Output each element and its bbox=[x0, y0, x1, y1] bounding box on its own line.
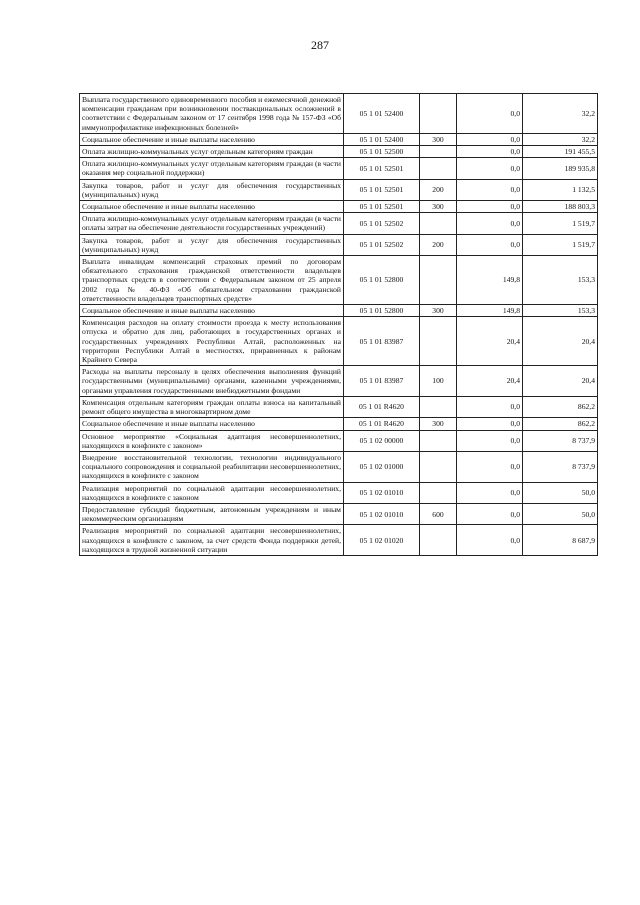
row-name: Расходы на выплаты персоналу в целях обеспечения выполнения функций государственными (муниципальными) органами, казенными учреждениями, органами управления государственными внебюджетными фондами bbox=[80, 366, 344, 397]
row-value-2: 50,0 bbox=[523, 503, 598, 524]
row-value-1: 0,0 bbox=[457, 430, 523, 451]
row-value-1: 20,4 bbox=[457, 366, 523, 397]
row-name: Оплата жилищно-коммунальных услуг отдельным категориям граждан (в части оплаты затрат на обеспечение деятельности государственных учреждений) bbox=[80, 213, 344, 234]
row-code: 05 1 02 01020 bbox=[344, 525, 420, 556]
row-code: 05 1 01 52502 bbox=[344, 213, 420, 234]
table-row bbox=[80, 366, 598, 397]
row-code: 05 1 01 52400 bbox=[344, 133, 420, 145]
row-name: Реализация мероприятий по социальной адаптации несовершеннолетних, находящихся в конфликте с законом bbox=[80, 482, 344, 503]
row-code: 05 1 02 01010 bbox=[344, 503, 420, 524]
row-name: Оплата жилищно-коммунальных услуг отдельным категориям граждан (в части оказания мер социальной поддержки) bbox=[80, 158, 344, 179]
row-value-2: 20,4 bbox=[523, 366, 598, 397]
row-value-2: 188 803,3 bbox=[523, 201, 598, 213]
row-code: 05 1 01 R4620 bbox=[344, 396, 420, 417]
table-row bbox=[80, 213, 598, 234]
row-value-1: 0,0 bbox=[457, 418, 523, 430]
row-expense-type bbox=[420, 146, 457, 158]
row-value-1: 0,0 bbox=[457, 146, 523, 158]
table-row bbox=[80, 396, 598, 417]
row-value-1: 20,4 bbox=[457, 317, 523, 366]
row-name: Компенсация отдельным категориям граждан оплаты взноса на капитальный ремонт общего имущества в многоквартирном доме bbox=[80, 396, 344, 417]
row-code: 05 1 02 00000 bbox=[344, 430, 420, 451]
row-value-2: 8 687,9 bbox=[523, 525, 598, 556]
row-expense-type bbox=[420, 213, 457, 234]
table-row bbox=[80, 234, 598, 255]
row-value-2: 153,3 bbox=[523, 305, 598, 317]
row-name: Предоставление субсидий бюджетным, автономным учреждениям и иным некоммерческим организациям bbox=[80, 503, 344, 524]
row-name: Социальное обеспечение и иные выплаты населению bbox=[80, 201, 344, 213]
row-expense-type: 300 bbox=[420, 418, 457, 430]
row-value-1: 149,8 bbox=[457, 256, 523, 305]
row-code: 05 1 01 52501 bbox=[344, 201, 420, 213]
row-value-2: 32,2 bbox=[523, 133, 598, 145]
row-value-1: 0,0 bbox=[457, 213, 523, 234]
table-row bbox=[80, 201, 598, 213]
row-value-2: 1 519,7 bbox=[523, 234, 598, 255]
row-name: Выплата инвалидам компенсаций страховых премий по договорам обязательного страхования гражданской ответственности владельцев транспортных средств в соответствии с Федеральным законом от 25 апреля 2002 года № 40-ФЗ «Об обязательном страховании гражданской ответственности владельцев транспортных средств» bbox=[80, 256, 344, 305]
row-code: 05 1 01 52800 bbox=[344, 256, 420, 305]
row-value-1: 149,8 bbox=[457, 305, 523, 317]
row-code: 05 1 01 52400 bbox=[344, 94, 420, 134]
table-row bbox=[80, 525, 598, 556]
row-value-2: 32,2 bbox=[523, 94, 598, 134]
row-value-1: 0,0 bbox=[457, 451, 523, 482]
row-code: 05 1 02 01010 bbox=[344, 482, 420, 503]
row-code: 05 1 01 R4620 bbox=[344, 418, 420, 430]
row-expense-type: 600 bbox=[420, 503, 457, 524]
row-expense-type bbox=[420, 430, 457, 451]
row-value-1: 0,0 bbox=[457, 158, 523, 179]
row-value-1: 0,0 bbox=[457, 396, 523, 417]
row-code: 05 1 01 52502 bbox=[344, 234, 420, 255]
row-expense-type: 300 bbox=[420, 201, 457, 213]
row-expense-type: 200 bbox=[420, 179, 457, 200]
row-expense-type bbox=[420, 158, 457, 179]
row-code: 05 1 01 52500 bbox=[344, 146, 420, 158]
budget-table bbox=[79, 93, 598, 556]
row-value-2: 20,4 bbox=[523, 317, 598, 366]
row-name: Закупка товаров, работ и услуг для обеспечения государственных (муниципальных) нужд bbox=[80, 234, 344, 255]
row-expense-type bbox=[420, 317, 457, 366]
row-value-1: 0,0 bbox=[457, 201, 523, 213]
row-code: 05 1 01 52800 bbox=[344, 305, 420, 317]
row-expense-type bbox=[420, 94, 457, 134]
row-expense-type: 300 bbox=[420, 305, 457, 317]
row-value-1: 0,0 bbox=[457, 234, 523, 255]
row-expense-type: 200 bbox=[420, 234, 457, 255]
row-code: 05 1 01 52501 bbox=[344, 179, 420, 200]
row-value-1: 0,0 bbox=[457, 179, 523, 200]
row-expense-type bbox=[420, 256, 457, 305]
row-expense-type bbox=[420, 396, 457, 417]
row-expense-type: 300 bbox=[420, 133, 457, 145]
table-row bbox=[80, 146, 598, 158]
table-row bbox=[80, 317, 598, 366]
row-name: Выплата государственного единовременного пособия и ежемесячной денежной компенсации гражданам при возникновении поствакцинальных осложнений в соответствии с Федеральным законом от 17 сентября 1998 года № 157-ФЗ «Об иммунопрофилактике инфекционных болезней» bbox=[80, 94, 344, 134]
row-value-2: 153,3 bbox=[523, 256, 598, 305]
row-name: Оплата жилищно-коммунальных услуг отдельным категориям граждан bbox=[80, 146, 344, 158]
table-row bbox=[80, 430, 598, 451]
table-row bbox=[80, 256, 598, 305]
row-code: 05 1 01 83987 bbox=[344, 366, 420, 397]
page-number: 287 bbox=[311, 38, 329, 52]
row-value-2: 862,2 bbox=[523, 418, 598, 430]
row-name: Компенсация расходов на оплату стоимости проезда к месту использования отпуска и обратно для лиц, работающих в государственных органах и государственных учреждениях Республики Алтай, расположенных на территории Республики Алтай в местностях, приравненных к районам Крайнего Севера bbox=[80, 317, 344, 366]
table-row bbox=[80, 133, 598, 145]
row-expense-type bbox=[420, 525, 457, 556]
row-value-2: 1 519,7 bbox=[523, 213, 598, 234]
row-expense-type bbox=[420, 451, 457, 482]
row-value-2: 862,2 bbox=[523, 396, 598, 417]
budget-table-body bbox=[80, 94, 598, 556]
row-expense-type bbox=[420, 482, 457, 503]
row-name: Социальное обеспечение и иные выплаты населению bbox=[80, 418, 344, 430]
row-value-1: 0,0 bbox=[457, 94, 523, 134]
row-value-2: 8 737,9 bbox=[523, 430, 598, 451]
row-name: Социальное обеспечение и иные выплаты населению bbox=[80, 133, 344, 145]
row-value-1: 0,0 bbox=[457, 503, 523, 524]
row-expense-type: 100 bbox=[420, 366, 457, 397]
row-value-1: 0,0 bbox=[457, 482, 523, 503]
table-row bbox=[80, 305, 598, 317]
row-value-1: 0,0 bbox=[457, 525, 523, 556]
table-row bbox=[80, 179, 598, 200]
row-value-2: 1 132,5 bbox=[523, 179, 598, 200]
row-name: Основное мероприятие «Социальная адаптация несовершеннолетних, находящихся в конфликте с законом» bbox=[80, 430, 344, 451]
table-row bbox=[80, 158, 598, 179]
row-value-1: 0,0 bbox=[457, 133, 523, 145]
row-code: 05 1 01 83987 bbox=[344, 317, 420, 366]
row-code: 05 1 01 52501 bbox=[344, 158, 420, 179]
row-value-2: 50,0 bbox=[523, 482, 598, 503]
row-name: Внедрение восстановительной технологии, технологии индивидуального социального сопровождения и социальной реабилитации несовершеннолетних, находящихся в конфликте с законом bbox=[80, 451, 344, 482]
row-value-2: 189 935,8 bbox=[523, 158, 598, 179]
table-row bbox=[80, 418, 598, 430]
row-value-2: 8 737,9 bbox=[523, 451, 598, 482]
table-row bbox=[80, 482, 598, 503]
table-row bbox=[80, 94, 598, 134]
table-row bbox=[80, 451, 598, 482]
table-row bbox=[80, 503, 598, 524]
row-code: 05 1 02 01000 bbox=[344, 451, 420, 482]
row-name: Закупка товаров, работ и услуг для обеспечения государственных (муниципальных) нужд bbox=[80, 179, 344, 200]
row-name: Реализация мероприятий по социальной адаптации несовершеннолетних, находящихся в конфликте с законом, за счет средств Фонда поддержки детей, находящихся в трудной жизненной ситуации bbox=[80, 525, 344, 556]
row-value-2: 191 455,5 bbox=[523, 146, 598, 158]
row-name: Социальное обеспечение и иные выплаты населению bbox=[80, 305, 344, 317]
